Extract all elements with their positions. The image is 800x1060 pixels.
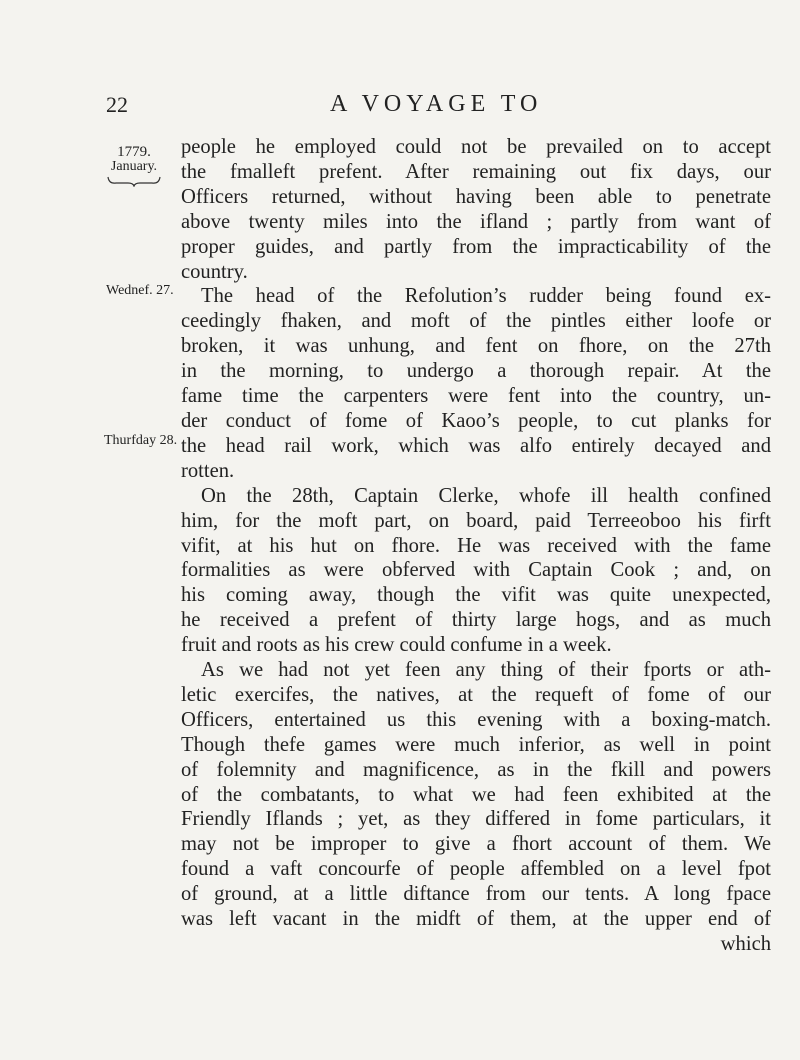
text-line: broken, it was unhung, and fent on fhore, on the 27th <box>181 335 771 358</box>
text-line: people he employed could not be prevailed on to accept <box>181 136 771 158</box>
text-line: above twenty miles into the ifland ; partly from want of <box>181 210 771 233</box>
text-line: of ground, at a little diftance from our tents. A long fpace <box>181 883 771 906</box>
text-line: in the morning, to undergo a thorough repair. At the <box>181 360 771 383</box>
text-line: Friendly Iflands ; yet, as they differed in fome particulars, it <box>181 808 771 831</box>
page-number: 22 <box>106 92 128 117</box>
text-line: may not be improper to give a fhort account of them. We <box>181 833 771 856</box>
margin-month: January. <box>110 159 158 174</box>
text-line: him, for the moft part, on board, paid Terreeoboo his firft <box>181 509 771 532</box>
margin-note-wednesday: Wednef. 27. <box>106 283 174 298</box>
margin-year: 1779. <box>117 144 151 160</box>
text-line: Officers returned, without having been able to penetrate <box>181 185 771 208</box>
text-line: fruit and roots as his crew could confume in a week. <box>181 634 612 657</box>
body-text <box>181 135 771 957</box>
text-line: country. <box>181 260 248 283</box>
text-line: his coming away, though the vifit was quite unexpected, <box>181 584 771 607</box>
text-line: fame time the carpenters were fent into the country, un- <box>181 385 771 408</box>
text-line: vifit, at his hut on fhore. He was received with the fame <box>181 534 771 557</box>
text-line: The head of the Refolution’s rudder being found ex- <box>201 285 771 308</box>
margin-note-thursday: Thurfday 28. <box>104 433 178 448</box>
text-line: found a vaft concourfe of people affembled on a level fpot <box>181 858 771 881</box>
text-line: Though thefe games were much inferior, as well in point <box>181 733 771 756</box>
date-brace-icon <box>106 175 162 187</box>
text-line: Officers, entertained us this evening with a boxing-match. <box>181 708 771 731</box>
running-title: A VOYAGE TO <box>330 91 543 117</box>
text-line: was left vacant in the midft of them, at the upper end of <box>181 908 771 931</box>
text-line: of the combatants, to what we had feen exhibited at the <box>181 783 771 806</box>
text-line: proper guides, and partly from the impracticability of the <box>181 235 771 258</box>
text-line: he received a prefent of thirty large hogs, and as much <box>181 609 771 632</box>
text-line: of folemnity and magnificence, as in the fkill and powers <box>181 758 771 781</box>
text-line: formalities as were obferved with Captain Cook ; and, on <box>181 559 771 582</box>
text-line: On the 28th, Captain Clerke, whofe ill health confined <box>201 484 771 507</box>
text-line: the head rail work, which was alfo entirely decayed and <box>181 434 771 457</box>
text-line: der conduct of fome of Kaoo’s people, to cut planks for <box>181 409 771 432</box>
text-line: As we had not yet feen any thing of their fports or ath- <box>201 659 771 682</box>
text-line: letic exercifes, the natives, at the requeft of fome of our <box>181 683 771 706</box>
text-line: rotten. <box>181 459 235 482</box>
catchword: which <box>720 933 771 955</box>
text-line: the fmalleft prefent. After remaining out fix days, our <box>181 160 771 183</box>
text-line: ceedingly fhaken, and moft of the pintles either loofe or <box>181 310 771 333</box>
